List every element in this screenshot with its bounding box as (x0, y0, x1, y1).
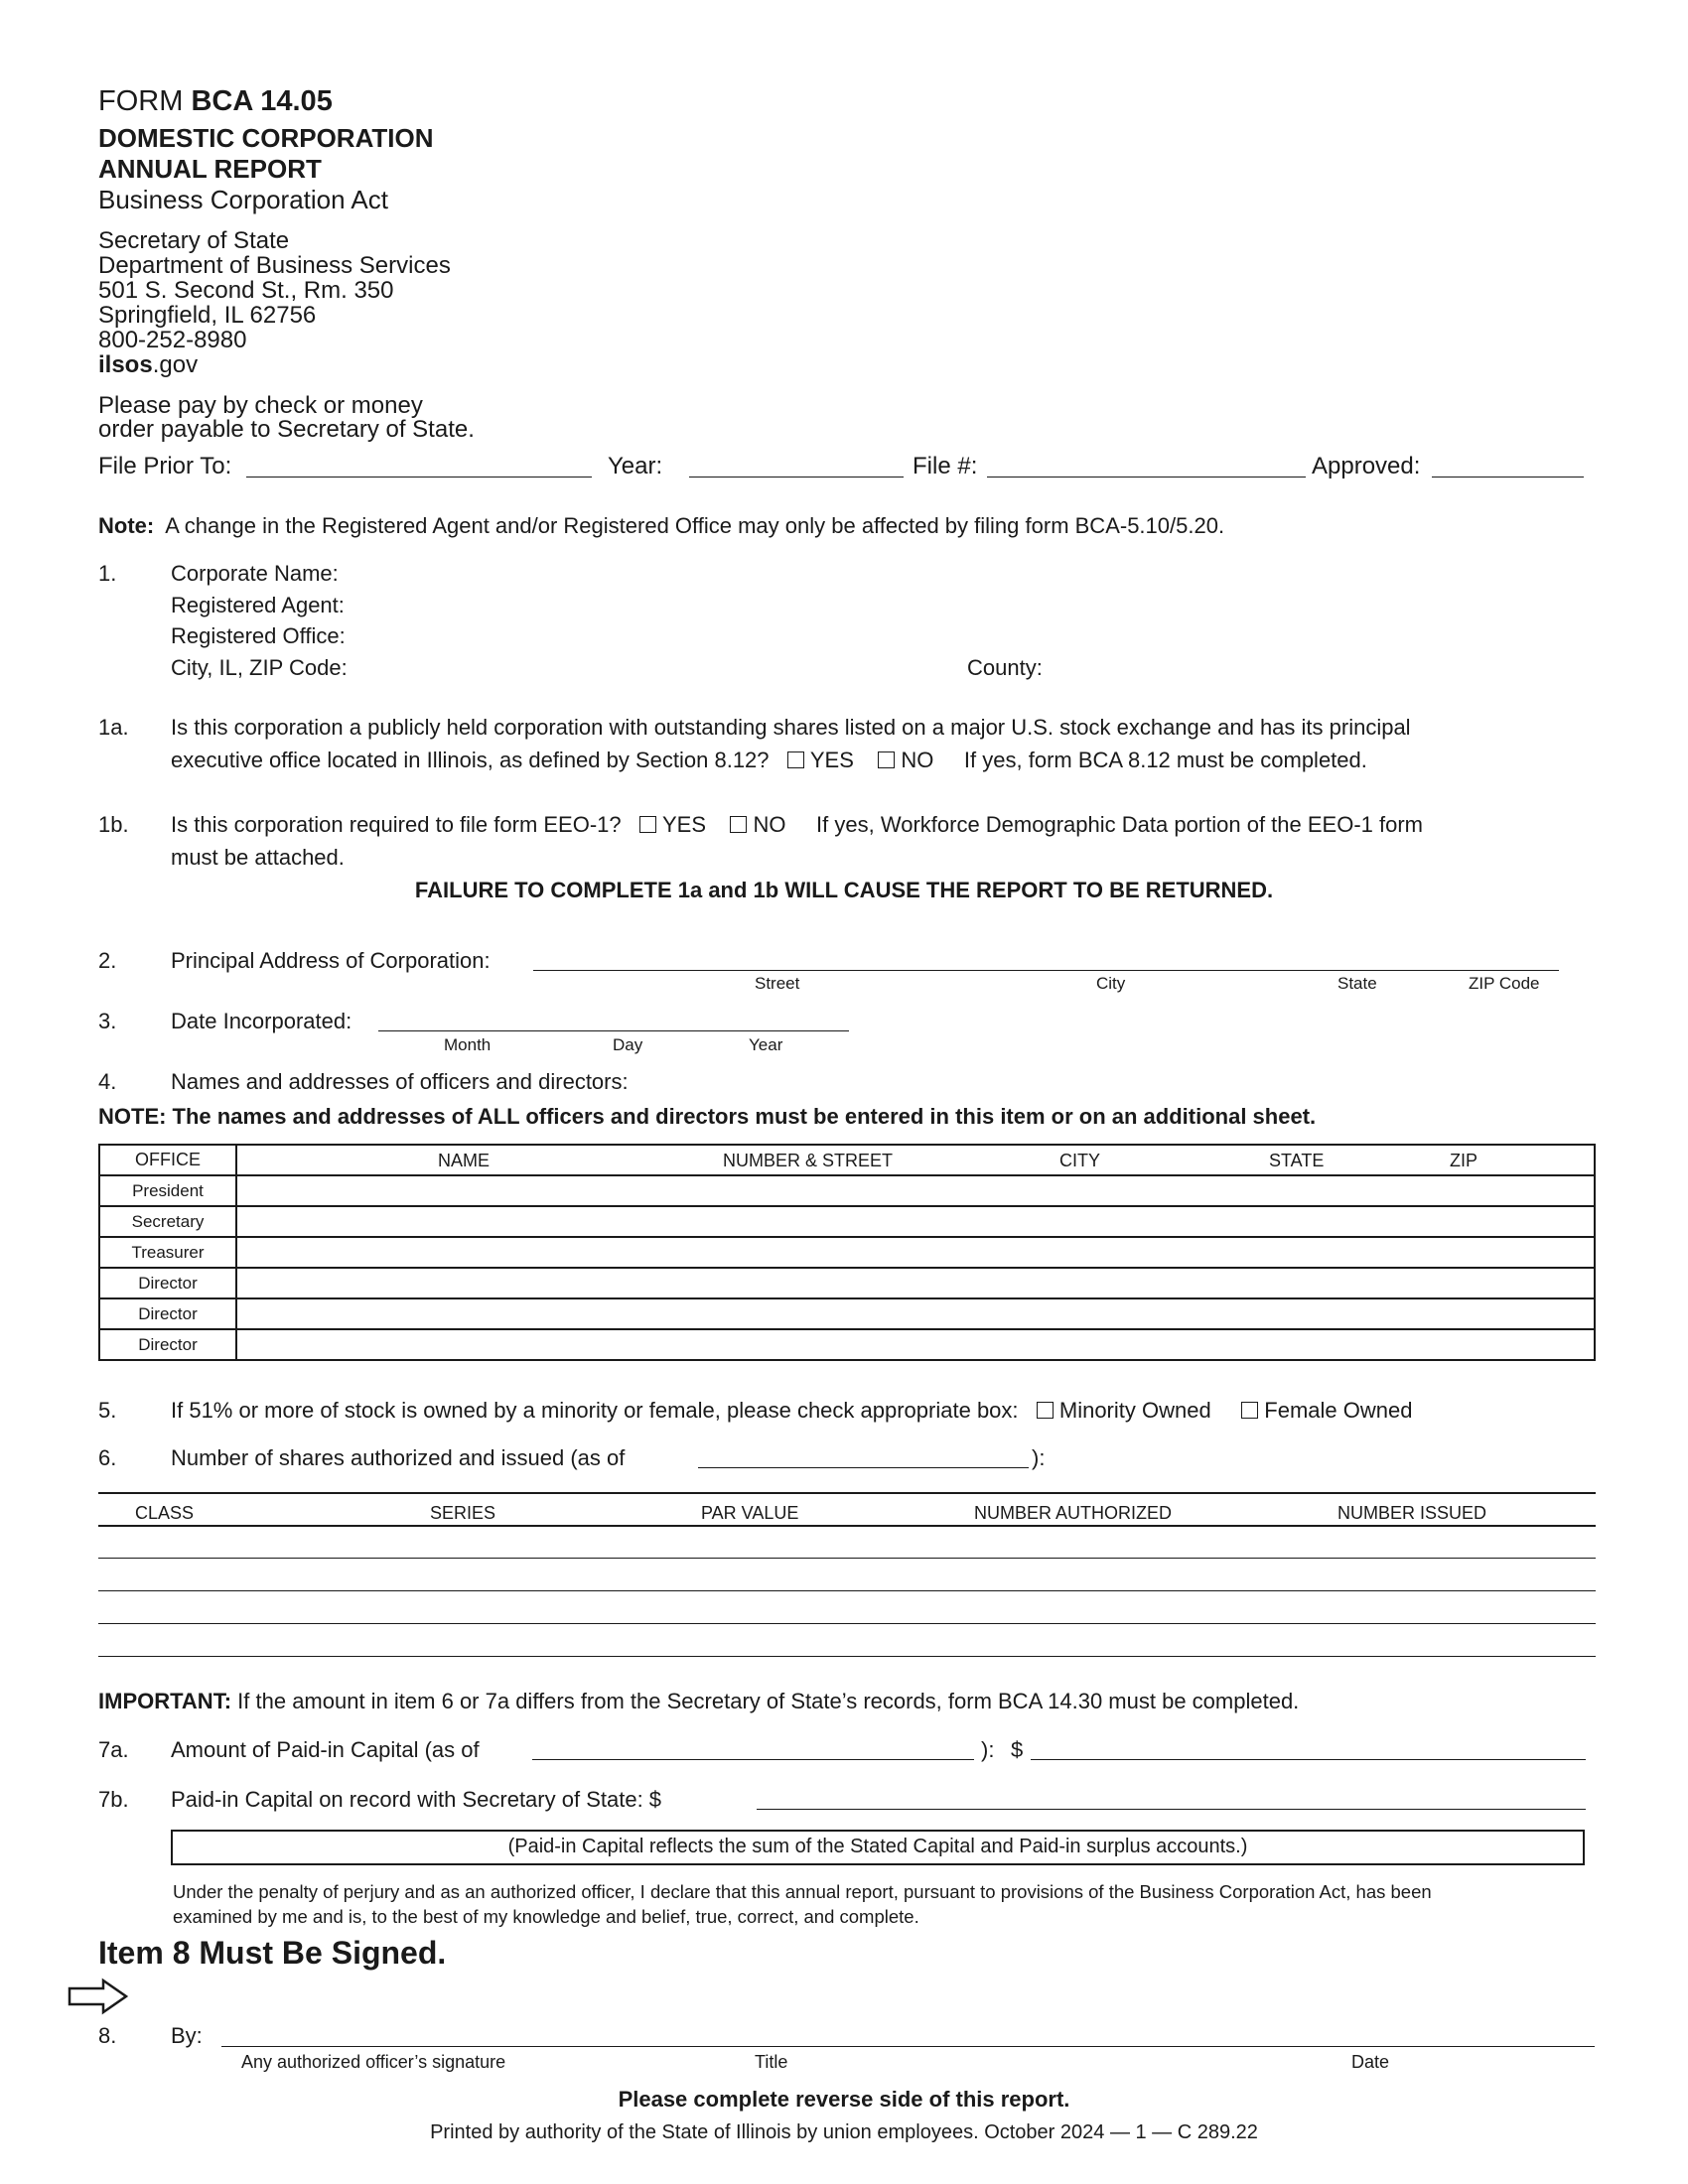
officers-header-name: NAME (438, 1151, 491, 1170)
address-line2: Department of Business Services (98, 252, 451, 279)
paid-in-capital-note-box (171, 1830, 1585, 1865)
officer-row (99, 1298, 1595, 1329)
address-line4: Springfield, IL 62756 (98, 302, 317, 329)
officers-header-city: CITY (1059, 1151, 1101, 1170)
year-label: Year: (608, 453, 663, 479)
officers-note: NOTE: The names and addresses of ALL officers and directors must be entered in this item or on an additional sheet. (98, 1104, 1317, 1129)
item3-number: 3. (98, 1009, 117, 1033)
paid-in-capital-note: (Paid-in Capital reflects the sum of the Stated Capital and Paid-in surplus accounts.) (507, 1836, 1248, 1857)
principal-address-label: Principal Address of Corporation: (171, 948, 491, 973)
item1b-question-line2: must be attached. (171, 845, 345, 870)
item4-number: 4. (98, 1069, 117, 1094)
shares-table-header-rule (98, 1525, 1596, 1527)
ownership-question: If 51% or more of stock is owned by a minority or female, please check appropriate box: Minority Owned Female Owned (171, 1398, 1413, 1423)
month-caption: Month (444, 1035, 492, 1054)
officer-office-cell: Secretary (99, 1206, 236, 1237)
file-prior-to-label: File Prior To: (98, 453, 232, 479)
address-website[interactable]: ilsos.gov (98, 351, 199, 378)
item1a-yes-checkbox[interactable] (787, 751, 804, 768)
officers-header-state: STATE (1269, 1151, 1325, 1170)
perjury-statement-line2: examined by me and is, to the best of my knowledge and belief, true, correct, and complete. (173, 1906, 919, 1927)
shares-header-authorized: NUMBER AUTHORIZED (974, 1503, 1173, 1523)
item1a-no-checkbox[interactable] (878, 751, 895, 768)
paid-in-capital-date-field[interactable] (532, 1759, 974, 1760)
paid-in-capital-amount-field[interactable] (1031, 1759, 1586, 1760)
perjury-statement-line1: Under the penalty of perjury and as an authorized officer, I declare that this annual report, pursuant to provisions of the Business Corporation Act, has been (173, 1881, 1432, 1902)
arrow-right-icon (68, 1978, 129, 2020)
form-title-line1: DOMESTIC CORPORATION (98, 123, 434, 153)
officer-office-cell: Director (99, 1329, 236, 1360)
payment-line1: Please pay by check or money (98, 392, 423, 419)
by-label: By: (171, 2023, 203, 2048)
officers-header-office: OFFICE (99, 1145, 236, 1175)
registered-agent-label: Registered Agent: (171, 593, 345, 617)
shares-entry-line[interactable] (98, 1623, 1596, 1624)
printed-by-footer: Printed by authority of the State of Illinois by union employees. October 2024 — 1 — C 289.22 (430, 2121, 1258, 2143)
item1-number: 1. (98, 561, 117, 586)
shares-header-class: CLASS (135, 1503, 195, 1523)
item5-number: 5. (98, 1398, 117, 1423)
form-number: FORM BCA 14.05 (98, 85, 333, 117)
shares-entry-line[interactable] (98, 1590, 1596, 1591)
signature-field[interactable] (221, 2046, 1595, 2047)
paid-in-capital-record-label: Paid-in Capital on record with Secretary of State: $ (171, 1787, 662, 1812)
approved-field[interactable] (1432, 477, 1584, 478)
paid-in-capital-record-field[interactable] (757, 1809, 1586, 1810)
county-label: County: (967, 655, 1043, 680)
item1a-question-line1: Is this corporation a publicly held corporation with outstanding shares listed on a major U.S. stock exchange and has its principal (171, 715, 1411, 740)
date-incorporated-label: Date Incorporated: (171, 1009, 352, 1033)
minority-owned-checkbox[interactable] (1037, 1402, 1054, 1419)
shares-as-of-field[interactable] (698, 1467, 1029, 1468)
state-caption: State (1337, 974, 1377, 993)
failure-notice: FAILURE TO COMPLETE 1a and 1b WILL CAUSE THE REPORT TO BE RETURNED. (414, 878, 1274, 902)
item1a-question-line2: executive office located in Illinois, as defined by Section 8.12? YES NO If yes, form BCA 8.12 must be completed. (171, 748, 1367, 772)
officers-table (98, 1144, 1596, 1361)
item1a-number: 1a. (98, 715, 129, 740)
zip-caption: ZIP Code (1469, 974, 1540, 993)
date-incorporated-field[interactable] (378, 1030, 849, 1031)
address-line3: 501 S. Second St., Rm. 350 (98, 277, 394, 304)
day-caption: Day (613, 1035, 643, 1054)
officer-row (99, 1206, 1595, 1237)
registered-agent-note: Note: A change in the Registered Agent and/or Registered Office may only be affected by filing form BCA-5.10/5.20. (98, 513, 1225, 538)
paid-in-capital-dollar: $ (1011, 1737, 1024, 1762)
item7b-number: 7b. (98, 1787, 129, 1812)
shares-header-issued: NUMBER ISSUED (1337, 1503, 1487, 1523)
file-number-field[interactable] (987, 477, 1306, 478)
form-subtitle: Business Corporation Act (98, 185, 388, 214)
shares-table-top-rule (98, 1492, 1596, 1494)
reverse-side-notice: Please complete reverse side of this report. (618, 2087, 1070, 2112)
address-phone: 800-252-8980 (98, 327, 247, 353)
item6-number: 6. (98, 1445, 117, 1470)
officer-row (99, 1175, 1595, 1206)
shares-entry-line[interactable] (98, 1656, 1596, 1657)
item1b-yes-checkbox[interactable] (639, 816, 656, 833)
year-field[interactable] (689, 477, 904, 478)
important-notice: IMPORTANT: If the amount in item 6 or 7a differs from the Secretary of State’s records, form BCA 14.30 must be completed. (98, 1689, 1300, 1713)
officers-label: Names and addresses of officers and directors: (171, 1069, 629, 1094)
city-caption: City (1096, 974, 1126, 993)
paid-in-capital-label: Amount of Paid-in Capital (as of (171, 1737, 480, 1762)
file-prior-to-field[interactable] (246, 477, 592, 478)
approved-label: Approved: (1312, 453, 1421, 479)
item8-number: 8. (98, 2023, 117, 2048)
year-caption: Year (749, 1035, 783, 1054)
officer-row (99, 1329, 1595, 1360)
officers-header-street: NUMBER & STREET (723, 1151, 894, 1170)
shares-header-series: SERIES (430, 1503, 496, 1523)
officer-office-cell: Director (99, 1298, 236, 1329)
officer-office-cell: Director (99, 1268, 236, 1298)
payment-line2: order payable to Secretary of State. (98, 416, 475, 443)
signature-caption: Any authorized officer’s signature (241, 2052, 506, 2072)
item7a-number: 7a. (98, 1737, 129, 1762)
shares-header-par-value: PAR VALUE (701, 1503, 799, 1523)
item1b-no-checkbox[interactable] (730, 816, 747, 833)
date-caption: Date (1351, 2052, 1390, 2072)
officer-entry-field[interactable] (236, 1298, 1595, 1329)
officer-entry-field[interactable] (236, 1206, 1595, 1237)
shares-label-close: ): (1032, 1445, 1046, 1470)
officer-row (99, 1268, 1595, 1298)
city-zip-label: City, IL, ZIP Code: (171, 655, 348, 680)
registered-office-label: Registered Office: (171, 623, 346, 648)
officer-entry-field[interactable] (236, 1329, 1595, 1360)
address-line1: Secretary of State (98, 227, 290, 254)
officers-header-zip: ZIP (1450, 1151, 1478, 1170)
officer-entry-field[interactable] (236, 1268, 1595, 1298)
corporate-name-label: Corporate Name: (171, 561, 339, 586)
file-number-label: File #: (913, 453, 978, 479)
form-title-line2: ANNUAL REPORT (98, 154, 322, 184)
female-owned-checkbox[interactable] (1241, 1402, 1258, 1419)
item2-number: 2. (98, 948, 117, 973)
shares-label: Number of shares authorized and issued (as of (171, 1445, 626, 1470)
item8-heading: Item 8 Must Be Signed. (98, 1935, 447, 1971)
item1b-number: 1b. (98, 812, 129, 837)
officer-office-cell: President (99, 1175, 236, 1206)
paid-in-capital-close: ): (981, 1737, 995, 1762)
officer-entry-field[interactable] (236, 1237, 1595, 1268)
item1b-question-line1: Is this corporation required to file form EEO-1? YES NO If yes, Workforce Demographic Data portion of the EEO-1 form (171, 812, 1423, 837)
officer-row (99, 1237, 1595, 1268)
shares-entry-line[interactable] (98, 1558, 1596, 1559)
principal-address-field[interactable] (533, 970, 1559, 971)
officer-office-cell: Treasurer (99, 1237, 236, 1268)
title-caption: Title (755, 2052, 788, 2072)
officer-entry-field[interactable] (236, 1175, 1595, 1206)
street-caption: Street (755, 974, 800, 993)
